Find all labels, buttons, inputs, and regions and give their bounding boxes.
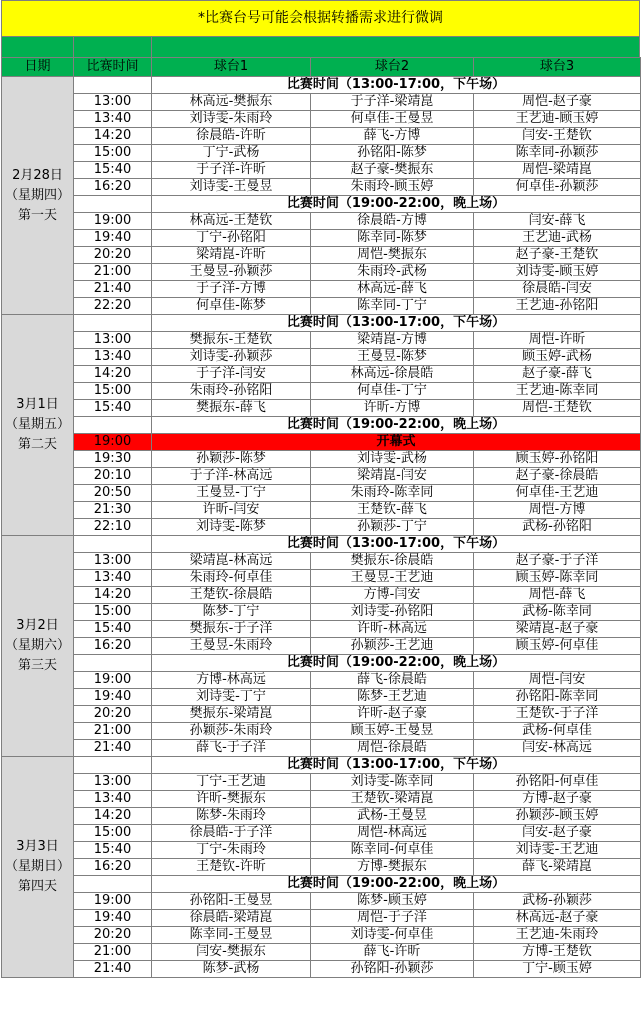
- match-table3: 顾玉婷-何卓佳: [474, 638, 641, 655]
- match-table3: 王楚钦-于子洋: [474, 706, 641, 723]
- match-table2: 刘诗雯-孙铭阳: [311, 604, 474, 621]
- match-table2: 陈幸同-陈梦: [311, 230, 474, 247]
- match-table3: 何卓佳-王艺迪: [474, 485, 641, 502]
- match-table1: 许昕-樊振东: [152, 791, 311, 808]
- match-table3: 武杨-陈幸同: [474, 604, 641, 621]
- match-table3: 刘诗雯-王艺迪: [474, 842, 641, 859]
- match-row: [2, 349, 641, 366]
- match-table2: 薛飞-徐晨皓: [311, 672, 474, 689]
- match-row: [2, 366, 641, 383]
- match-table2: 许昕-赵子豪: [311, 706, 474, 723]
- match-table1: 林高远-樊振东: [152, 94, 311, 111]
- match-table2: 刘诗雯-何卓佳: [311, 927, 474, 944]
- match-row: [2, 298, 641, 315]
- match-time: 21:00: [74, 944, 152, 961]
- match-table2: 王曼昱-王艺迪: [311, 570, 474, 587]
- match-table2: 樊振东-徐晨皓: [311, 553, 474, 570]
- match-table1: 陈梦-武杨: [152, 961, 311, 978]
- match-time: 19:00: [74, 213, 152, 230]
- match-table3: 梁靖崑-赵子豪: [474, 621, 641, 638]
- match-table2: 王楚钦-梁靖崑: [311, 791, 474, 808]
- session-spacer: [74, 196, 152, 213]
- match-time: 22:20: [74, 298, 152, 315]
- match-time: 20:20: [74, 247, 152, 264]
- match-time: 14:20: [74, 128, 152, 145]
- match-time: 19:30: [74, 451, 152, 468]
- match-table3: 赵子豪-王楚钦: [474, 247, 641, 264]
- session-spacer: [74, 876, 152, 893]
- session-row: [2, 196, 641, 213]
- match-table1: 丁宁-王艺迪: [152, 774, 311, 791]
- match-row: [2, 162, 641, 179]
- date-label-line: 第一天: [17, 207, 57, 223]
- match-table3: 周恺-赵子豪: [474, 94, 641, 111]
- match-time: 19:40: [74, 910, 152, 927]
- match-table2: 王楚钦-薛飞: [311, 502, 474, 519]
- match-table1: 樊振东-王楚钦: [152, 332, 311, 349]
- match-time: 13:00: [74, 94, 152, 111]
- session-title: 比赛时间（19:00-22:00，晚上场）: [152, 196, 641, 213]
- match-row: [2, 383, 641, 400]
- match-row: [2, 740, 641, 757]
- match-row: [2, 808, 641, 825]
- match-table2: 陈幸同-何卓佳: [311, 842, 474, 859]
- match-table1: 陈梦-丁宁: [152, 604, 311, 621]
- match-table2: 孙铭阳-陈梦: [311, 145, 474, 162]
- match-table3: 闫安-赵子豪: [474, 825, 641, 842]
- match-row: [2, 128, 641, 145]
- header-time: 比赛时间: [74, 58, 152, 77]
- session-title: 比赛时间（13:00-17:00，下午场）: [152, 536, 641, 553]
- match-table3: 徐晨皓-闫安: [474, 281, 641, 298]
- match-table3: 王艺迪-孙铭阳: [474, 298, 641, 315]
- match-table1: 刘诗雯-孙颖莎: [152, 349, 311, 366]
- match-table2: 朱雨玲-顾玉婷: [311, 179, 474, 196]
- match-table2: 孙颖莎-丁宁: [311, 519, 474, 536]
- match-table2: 陈梦-王艺迪: [311, 689, 474, 706]
- match-table2: 方博-闫安: [311, 587, 474, 604]
- blank-header-row: [1, 37, 640, 57]
- match-time: 21:00: [74, 723, 152, 740]
- session-title: 比赛时间（19:00-22:00，晚上场）: [152, 655, 641, 672]
- match-table1: 于子洋-方博: [152, 281, 311, 298]
- notice-banner: *比赛台号可能会根据转播需求进行微调: [1, 0, 640, 37]
- date-cell: [2, 536, 74, 757]
- session-title: 比赛时间（19:00-22:00，晚上场）: [152, 876, 641, 893]
- match-row: [2, 179, 641, 196]
- match-table3: 孙铭阳-陈幸同: [474, 689, 641, 706]
- match-row: [2, 451, 641, 468]
- match-row: [2, 927, 641, 944]
- match-table3: 王艺迪-朱雨玲: [474, 927, 641, 944]
- match-table1: 朱雨玲-孙铭阳: [152, 383, 311, 400]
- match-table3: 刘诗雯-顾玉婷: [474, 264, 641, 281]
- match-table1: 王楚钦-许昕: [152, 859, 311, 876]
- match-row: [2, 604, 641, 621]
- match-table1: 于子洋-闫安: [152, 366, 311, 383]
- match-table1: 孙铭阳-王曼昱: [152, 893, 311, 910]
- match-table1: 王曼昱-孙颖莎: [152, 264, 311, 281]
- match-time: 13:40: [74, 349, 152, 366]
- match-row: [2, 264, 641, 281]
- match-table3: 周恺-薛飞: [474, 587, 641, 604]
- date-label-line: （星期四）: [4, 187, 70, 203]
- match-row: [2, 689, 641, 706]
- session-spacer: [74, 655, 152, 672]
- match-table3: 林高远-赵子豪: [474, 910, 641, 927]
- match-table1: 梁靖崑-许昕: [152, 247, 311, 264]
- match-row: [2, 638, 641, 655]
- header-table2: 球台2: [311, 58, 474, 77]
- match-time: 21:30: [74, 502, 152, 519]
- session-row: [2, 536, 641, 553]
- date-label-line: 2月28日: [12, 167, 63, 183]
- match-time: 15:40: [74, 400, 152, 417]
- date-label-line: （星期日）: [4, 859, 70, 874]
- match-table3: 孙铭阳-何卓佳: [474, 774, 641, 791]
- match-table3: 赵子豪-于子洋: [474, 553, 641, 570]
- date-label-line: 第三天: [17, 658, 57, 673]
- match-table1: 王楚钦-徐晨皓: [152, 587, 311, 604]
- match-table3: 陈幸同-孙颖莎: [474, 145, 641, 162]
- session-row: [2, 77, 641, 94]
- date-label-line: 3月1日: [16, 397, 59, 412]
- match-table2: 于子洋-梁靖崑: [311, 94, 474, 111]
- date-cell: [2, 315, 74, 536]
- match-time: 19:00: [74, 893, 152, 910]
- header-table3: 球台3: [474, 58, 641, 77]
- match-row: [2, 791, 641, 808]
- match-time: 16:20: [74, 179, 152, 196]
- match-time: 15:00: [74, 825, 152, 842]
- match-time: 15:40: [74, 621, 152, 638]
- match-row: [2, 961, 641, 978]
- match-table1: 何卓佳-陈梦: [152, 298, 311, 315]
- match-time: 14:20: [74, 366, 152, 383]
- match-row: [2, 502, 641, 519]
- session-title: 比赛时间（19:00-22:00，晚上场）: [152, 417, 641, 434]
- match-table2: 薛飞-许昕: [311, 944, 474, 961]
- match-row: [2, 247, 641, 264]
- match-time: 14:20: [74, 808, 152, 825]
- match-table1: 方博-林高远: [152, 672, 311, 689]
- match-time: 16:20: [74, 859, 152, 876]
- match-time: 13:40: [74, 570, 152, 587]
- match-table1: 樊振东-于子洋: [152, 621, 311, 638]
- schedule-body: [2, 58, 641, 978]
- match-table3: 孙颖莎-顾玉婷: [474, 808, 641, 825]
- match-table2: 刘诗雯-武杨: [311, 451, 474, 468]
- session-row: [2, 876, 641, 893]
- schedule-table: [1, 57, 641, 978]
- match-time: 20:20: [74, 706, 152, 723]
- match-table2: 周恺-徐晨皓: [311, 740, 474, 757]
- match-table2: 徐晨皓-方博: [311, 213, 474, 230]
- match-table3: 赵子豪-薛飞: [474, 366, 641, 383]
- match-table2: 周恺-林高远: [311, 825, 474, 842]
- session-title: 比赛时间（13:00-17:00，下午场）: [152, 315, 641, 332]
- match-table2: 梁靖崑-方博: [311, 332, 474, 349]
- match-table2: 顾玉婷-王曼昱: [311, 723, 474, 740]
- match-table2: 赵子豪-樊振东: [311, 162, 474, 179]
- match-table3: 何卓佳-孙颖莎: [474, 179, 641, 196]
- match-row: [2, 859, 641, 876]
- match-table1: 林高远-王楚钦: [152, 213, 311, 230]
- match-row: [2, 400, 641, 417]
- match-table3: 王艺迪-武杨: [474, 230, 641, 247]
- match-row: [2, 893, 641, 910]
- match-table3: 顾玉婷-孙铭阳: [474, 451, 641, 468]
- match-table2: 孙铭阳-孙颖莎: [311, 961, 474, 978]
- match-table2: 何卓佳-王曼昱: [311, 111, 474, 128]
- match-table3: 周恺-闫安: [474, 672, 641, 689]
- match-table1: 徐晨皓-许昕: [152, 128, 311, 145]
- match-table2: 薛飞-方博: [311, 128, 474, 145]
- match-row: [2, 145, 641, 162]
- match-table2: 朱雨玲-陈幸同: [311, 485, 474, 502]
- match-table1: 王曼昱-朱雨玲: [152, 638, 311, 655]
- match-table3: 闫安-王楚钦: [474, 128, 641, 145]
- date-label-line: 第四天: [17, 879, 57, 894]
- match-time: 22:10: [74, 519, 152, 536]
- match-table1: 刘诗雯-朱雨玲: [152, 111, 311, 128]
- match-table3: 方博-赵子豪: [474, 791, 641, 808]
- match-table2: 陈幸同-丁宁: [311, 298, 474, 315]
- match-row: [2, 485, 641, 502]
- match-time: 15:40: [74, 842, 152, 859]
- match-table1: 孙颖莎-朱雨玲: [152, 723, 311, 740]
- match-row: [2, 825, 641, 842]
- match-table1: 陈梦-朱雨玲: [152, 808, 311, 825]
- match-table2: 方博-樊振东: [311, 859, 474, 876]
- match-table1: 刘诗雯-陈梦: [152, 519, 311, 536]
- match-table2: 许昕-林高远: [311, 621, 474, 638]
- match-time: 20:20: [74, 927, 152, 944]
- match-row: [2, 672, 641, 689]
- match-time: 16:20: [74, 638, 152, 655]
- match-row: [2, 111, 641, 128]
- opening-row: [2, 434, 641, 451]
- match-time: 15:00: [74, 383, 152, 400]
- session-spacer: [74, 315, 152, 332]
- match-time: 19:40: [74, 689, 152, 706]
- match-table1: 于子洋-许昕: [152, 162, 311, 179]
- match-table1: 许昕-闫安: [152, 502, 311, 519]
- match-time: 13:40: [74, 111, 152, 128]
- match-row: [2, 842, 641, 859]
- match-table3: 闫安-薛飞: [474, 213, 641, 230]
- match-time: 20:50: [74, 485, 152, 502]
- opening-time: 19:00: [74, 434, 152, 451]
- match-row: [2, 723, 641, 740]
- match-time: 20:10: [74, 468, 152, 485]
- date-cell: [2, 757, 74, 978]
- match-table1: 王曼昱-丁宁: [152, 485, 311, 502]
- match-row: [2, 553, 641, 570]
- match-table1: 刘诗雯-丁宁: [152, 689, 311, 706]
- match-table3: 周恺-方博: [474, 502, 641, 519]
- match-table2: 周恺-樊振东: [311, 247, 474, 264]
- match-table2: 林高远-徐晨皓: [311, 366, 474, 383]
- match-table1: 徐晨皓-于子洋: [152, 825, 311, 842]
- match-table2: 刘诗雯-陈幸同: [311, 774, 474, 791]
- match-row: [2, 281, 641, 298]
- session-spacer: [74, 77, 152, 94]
- match-time: 13:00: [74, 332, 152, 349]
- match-row: [2, 570, 641, 587]
- match-table1: 梁靖崑-林高远: [152, 553, 311, 570]
- match-table3: 武杨-孙颖莎: [474, 893, 641, 910]
- match-row: [2, 519, 641, 536]
- match-table1: 丁宁-武杨: [152, 145, 311, 162]
- match-table3: 武杨-孙铭阳: [474, 519, 641, 536]
- header-date: 日期: [2, 58, 74, 77]
- match-table3: 王艺迪-顾玉婷: [474, 111, 641, 128]
- session-title: 比赛时间（13:00-17:00，下午场）: [152, 757, 641, 774]
- session-row: [2, 757, 641, 774]
- match-table3: 武杨-何卓佳: [474, 723, 641, 740]
- column-divider: [73, 37, 74, 57]
- match-time: 13:00: [74, 774, 152, 791]
- date-label-line: 第二天: [17, 437, 57, 452]
- match-row: [2, 944, 641, 961]
- match-row: [2, 94, 641, 111]
- match-time: 21:00: [74, 264, 152, 281]
- match-time: 21:40: [74, 281, 152, 298]
- match-table3: 周恺-许昕: [474, 332, 641, 349]
- match-row: [2, 213, 641, 230]
- match-table1: 薛飞-于子洋: [152, 740, 311, 757]
- session-spacer: [74, 417, 152, 434]
- match-table2: 许昕-方博: [311, 400, 474, 417]
- match-row: [2, 774, 641, 791]
- match-table1: 丁宁-孙铭阳: [152, 230, 311, 247]
- match-table1: 徐晨皓-梁靖崑: [152, 910, 311, 927]
- match-table1: 丁宁-朱雨玲: [152, 842, 311, 859]
- match-time: 15:00: [74, 145, 152, 162]
- session-spacer: [74, 536, 152, 553]
- match-table2: 周恺-于子洋: [311, 910, 474, 927]
- match-table3: 周恺-王楚钦: [474, 400, 641, 417]
- session-row: [2, 315, 641, 332]
- match-table3: 薛飞-梁靖崑: [474, 859, 641, 876]
- match-table3: 闫安-林高远: [474, 740, 641, 757]
- match-time: 13:00: [74, 553, 152, 570]
- schedule-sheet: [1, 0, 640, 978]
- match-table1: 闫安-樊振东: [152, 944, 311, 961]
- match-table1: 刘诗雯-王曼昱: [152, 179, 311, 196]
- date-label-line: 3月2日: [16, 618, 59, 633]
- match-table1: 樊振东-梁靖崑: [152, 706, 311, 723]
- session-row: [2, 417, 641, 434]
- header-row: [2, 58, 641, 77]
- match-row: [2, 621, 641, 638]
- session-spacer: [74, 757, 152, 774]
- column-divider: [151, 37, 152, 57]
- match-time: 19:40: [74, 230, 152, 247]
- match-row: [2, 230, 641, 247]
- match-table1: 陈幸同-王曼昱: [152, 927, 311, 944]
- match-table1: 朱雨玲-何卓佳: [152, 570, 311, 587]
- session-title: 比赛时间（13:00-17:00，下午场）: [152, 77, 641, 94]
- match-table2: 林高远-薛飞: [311, 281, 474, 298]
- match-table3: 顾玉婷-武杨: [474, 349, 641, 366]
- match-table2: 陈梦-顾玉婷: [311, 893, 474, 910]
- date-label-line: （星期六）: [4, 638, 70, 653]
- match-time: 14:20: [74, 587, 152, 604]
- match-table1: 于子洋-林高远: [152, 468, 311, 485]
- header-table1: 球台1: [152, 58, 311, 77]
- match-table2: 梁靖崑-闫安: [311, 468, 474, 485]
- date-cell: [2, 77, 74, 315]
- match-time: 13:40: [74, 791, 152, 808]
- match-row: [2, 706, 641, 723]
- date-label-line: （星期五）: [4, 417, 70, 432]
- match-time: 21:40: [74, 740, 152, 757]
- match-table3: 周恺-梁靖崑: [474, 162, 641, 179]
- match-table1: 孙颖莎-陈梦: [152, 451, 311, 468]
- match-row: [2, 587, 641, 604]
- match-table3: 丁宁-顾玉婷: [474, 961, 641, 978]
- match-table2: 王曼昱-陈梦: [311, 349, 474, 366]
- match-table3: 方博-王楚钦: [474, 944, 641, 961]
- match-table2: 武杨-王曼昱: [311, 808, 474, 825]
- match-table3: 赵子豪-徐晨皓: [474, 468, 641, 485]
- match-time: 19:00: [74, 672, 152, 689]
- match-table3: 王艺迪-陈幸同: [474, 383, 641, 400]
- match-table1: 樊振东-薛飞: [152, 400, 311, 417]
- opening-label: 开幕式: [152, 434, 641, 451]
- match-row: [2, 468, 641, 485]
- session-row: [2, 655, 641, 672]
- match-time: 21:40: [74, 961, 152, 978]
- match-table2: 朱雨玲-武杨: [311, 264, 474, 281]
- match-time: 15:40: [74, 162, 152, 179]
- match-row: [2, 332, 641, 349]
- match-table2: 孙颖莎-王艺迪: [311, 638, 474, 655]
- match-table3: 顾玉婷-陈幸同: [474, 570, 641, 587]
- date-label-line: 3月3日: [16, 839, 59, 854]
- match-time: 15:00: [74, 604, 152, 621]
- match-table2: 何卓佳-丁宁: [311, 383, 474, 400]
- match-row: [2, 910, 641, 927]
